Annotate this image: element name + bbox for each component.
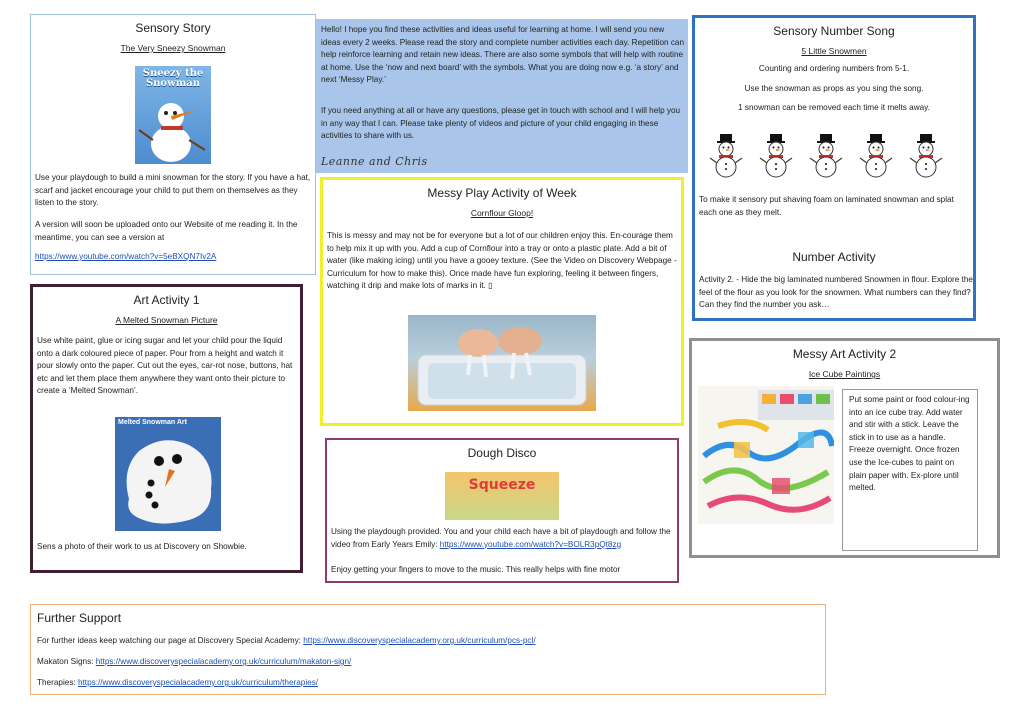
- snowman-icon: [809, 134, 843, 178]
- therapies-link[interactable]: https://www.discoveryspecialacademy.org.uk/curriculum/therapies/: [77, 678, 319, 687]
- messy-art-title: Messy Art Activity 2: [792, 347, 897, 361]
- art-activity-para: Use white paint, glue or icing sugar and let your child pour the liquid onto a dark coloured piece of paper. Pour from a height and watch it pour slowly onto the paper. Cut out the eyes, car-rot nose, buttons, hat etc and let them place them anywhere they want onto their picture to create a ‘Melted Snowman’.: [37, 336, 293, 396]
- number-activity-title: Number Activity: [792, 250, 876, 264]
- dough-disco-title: Dough Disco: [467, 446, 537, 460]
- sensory-story-title: Sensory Story: [135, 21, 211, 35]
- dough-disco-panel: [325, 438, 679, 583]
- number-song-subtitle: 5 Little Snowmen: [801, 46, 867, 56]
- book-cover-image: [135, 66, 211, 164]
- sensory-story-subtitle: The Very Sneezy Snowman: [120, 43, 226, 53]
- messy-art-subtitle: Ice Cube Paintings: [808, 369, 881, 379]
- intro-para1: Hello! I hope you find these activities and ideas useful for learning at home. I will send you new ideas every 2 weeks. Please read the story and complete number activities each day. Repetition can help reinforce learning and retain new ideas. There are also some symbols that will help with routine at home. Use the ‘now and next board’ with the symbols. What you are doing now e.g. ‘a story’ and next ‘Messy Play.’: [321, 25, 685, 85]
- dough-disco-text-start: Using the playdough provided. You and your child each have a bit of playdough and follow the video from Early Years Emily:: [331, 527, 671, 549]
- art-activity-subtitle: A Melted Snowman Picture: [115, 315, 218, 325]
- intro-panel: [316, 19, 688, 173]
- messy-play-subtitle: Cornflour Gloop!: [470, 208, 534, 218]
- snowman-icon: [759, 134, 793, 178]
- melted-snowman-caption: Melted Snowman Art: [118, 419, 187, 426]
- further-support-row-makaton: [37, 656, 817, 669]
- squeeze-banner-text: Squeeze: [468, 477, 536, 493]
- snowman-icon: [909, 134, 943, 178]
- snowman-illustration: [135, 88, 211, 164]
- dough-disco-text-end: Enjoy getting your fingers to move to the music. This really helps with fine motor: [331, 565, 621, 574]
- curriculum-link[interactable]: https://www.discoveryspecialacademy.org.uk/curriculum/pcs-pcl/: [303, 636, 536, 645]
- makaton-label: Makaton Signs:: [37, 657, 96, 666]
- art-activity-panel: [30, 284, 303, 573]
- further-support-row-curriculum: [37, 635, 817, 648]
- melted-snowman-drawing: [115, 429, 221, 529]
- curriculum-label: For further ideas keep watching our page at Discovery Special Academy:: [37, 636, 304, 645]
- book-cover-title: Sneezy the Snowman: [142, 68, 204, 89]
- number-song-line3: 1 snowman can be removed each time it melts away.: [738, 103, 930, 113]
- number-song-panel: [692, 15, 976, 321]
- further-support-panel: [30, 604, 826, 695]
- art-activity-footer: Sens a photo of their work to us at Discovery on Showbie.: [37, 542, 247, 551]
- intro-para2: If you need anything at all or have any questions, please get in touch with school and I will help you in any way that I can. Please take plenty of videos and picture of your child engaging in these activities to share with us.: [321, 106, 681, 141]
- dough-disco-video-link[interactable]: https://www.youtube.com/watch?v=BOLR3pQt8zg: [439, 539, 622, 549]
- therapies-label: Therapies:: [37, 678, 78, 687]
- snowman-icon: [859, 134, 893, 178]
- number-song-sensory-tip: To make it sensory put shaving foam on laminated snowman and splat each one as they melt.: [699, 195, 954, 217]
- number-activity-text: Activity 2. - Hide the big laminated numbered Snowmen in flour. Explore the feel of the flour as you look for the snowmen. What numbers can they find? Can they find the number you ask…: [699, 275, 973, 310]
- snowman-icon: [709, 134, 743, 178]
- number-song-title: Sensory Number Song: [773, 24, 895, 38]
- messy-play-title: Messy Play Activity of Week: [427, 186, 577, 200]
- number-song-line2: Use the snowman as props as you sing the song.: [744, 83, 924, 93]
- art-activity-title: Art Activity 1: [133, 293, 200, 307]
- sensory-story-para1: Use your playdough to build a mini snowman for the story. If you have a hat, scarf and jacket encourage your child to put them on themselves as they listen to the story.: [35, 173, 311, 208]
- further-support-title: Further Support: [37, 611, 122, 625]
- snowmen-row: [701, 134, 951, 180]
- intro-signature: Leanne and Chris: [321, 155, 428, 168]
- melted-snowman-image: [115, 417, 221, 531]
- sensory-story-video-link[interactable]: https://www.youtube.com/watch?v=5eBXQN7Iv2A: [35, 252, 217, 261]
- squeeze-banner-image: [445, 472, 559, 520]
- ice-cube-painting-photo: [698, 386, 834, 524]
- messy-art-text-box: [842, 389, 978, 551]
- ice-cube-painting-drawing: [698, 386, 834, 524]
- messy-art-para: Put some paint or food colour-ing into an ice cube tray. Add water and stir with a stick. Leave the stick in to use as a handle. Freeze overnight. Once frozen use the Ice-cubes to paint on plain paper with. Ex-plore until melted.: [849, 395, 970, 493]
- messy-play-panel: [320, 177, 684, 426]
- number-song-line1: Counting and ordering numbers from 5-1.: [758, 64, 910, 73]
- sensory-story-para2: A version will soon be uploaded onto our Website of me reading it. In the meantime, you can see a version at: [35, 220, 298, 242]
- gloop-tray-drawing: [408, 315, 596, 411]
- messy-play-para: This is messy and may not be for everyone but a lot of our children enjoy this. En-courage them to help mix it up with you. Add a cup of Cornflour into a tray or onto a plastic plate. Add a bit of water (like making icing) until you have a gooey texture. (See the Video on Discovery Webpage -Curriculum for how to make this). Once made have fun exploring, feeling it between fingers, watching it drip and make lots of marks in it. ▯: [327, 231, 677, 291]
- cornflour-gloop-photo: [408, 315, 596, 411]
- sensory-story-panel: [30, 14, 316, 275]
- makaton-link[interactable]: https://www.discoveryspecialacademy.org.uk/curriculum/makaton-sign/: [95, 657, 352, 666]
- further-support-row-therapies: [37, 677, 817, 690]
- dough-disco-para: [331, 526, 675, 551]
- messy-art-panel: [689, 338, 1000, 558]
